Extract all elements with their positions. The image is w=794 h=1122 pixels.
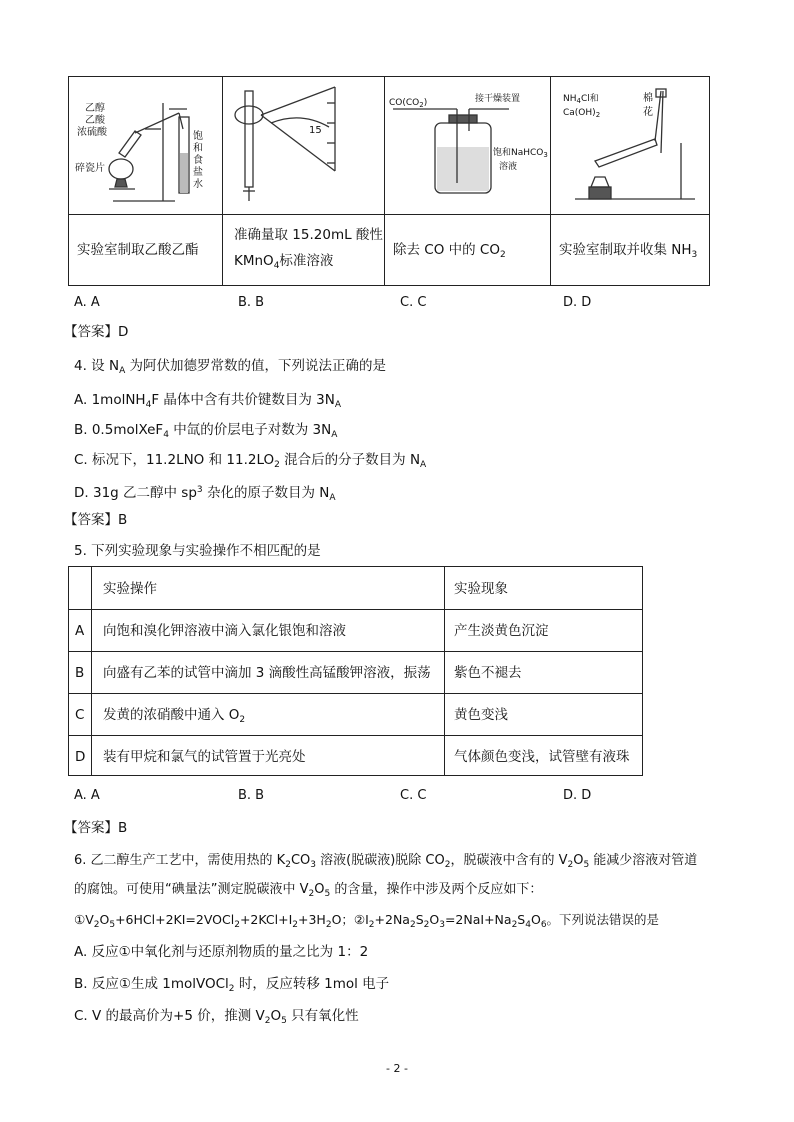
row-label: D (75, 749, 86, 765)
experiment-table-q3 (68, 76, 710, 286)
q4-option-a: A. 1molNH$_4$F 晶体中含有共价键数目为 $3N_A$ (74, 392, 342, 410)
svg-text:乙酸: 乙酸 (85, 115, 105, 126)
q5-option-b: B. B (238, 788, 265, 803)
svg-text:浓硫酸: 浓硫酸 (77, 127, 107, 138)
caption-c: 除去 CO 中的 $CO_2$ (393, 242, 506, 260)
svg-text:食: 食 (193, 155, 203, 166)
svg-text:盐: 盐 (193, 167, 203, 178)
q4-option-c: C. 标况下，11.2LNO 和 $11.2LO_2$ 混合后的分子数目为 $N_A$ (74, 452, 427, 470)
caption-d: 实验室制取并收集 $NH_3$ (559, 242, 698, 260)
svg-text:乙醇: 乙醇 (85, 103, 105, 114)
q5-option-a: A. A (74, 788, 100, 803)
row-result: 紫色不褪去 (454, 665, 522, 681)
q5-option-c: C. C (400, 788, 427, 803)
row-label: C (75, 707, 85, 723)
caption-b: 准确量取 15.20mL 酸性 KMnO$_4$标准溶液 (234, 227, 383, 271)
q5-answer: 【答案】B (64, 820, 128, 836)
caption-a: 实验室制取乙酸乙酯 (77, 242, 199, 258)
row-result: 黄色变浅 (454, 707, 508, 723)
ammonia-apparatus-figure (555, 83, 707, 207)
svg-text:溶液: 溶液 (499, 162, 518, 172)
q6-option-a: A. 反应①中氧化剂与还原剂物质的量之比为 1：2 (74, 944, 369, 960)
row-operation: 向盛有乙苯的试管中滴加 3 滴酸性高锰酸钾溶液，振荡 (103, 665, 431, 681)
q4-option-d: D. 31g 乙二醇中 $sp^3$ 杂化的原子数目为 $N_A$ (74, 485, 336, 503)
q6-stem-line2: 的腐蚀。可使用“碘量法”测定脱碳液中 $V_2O_5$ 的含量，操作中涉及两个反应如下： (74, 882, 543, 899)
q6-stem-line1: 6. 乙二醇生产工艺中，需使用热的 $K_2CO_3$ 溶液(脱碳液)脱除 $CO_2$，脱碳液中含有的 $V_2O_5$ 能减少溶液对管道 (74, 853, 698, 870)
row-result: 气体颜色变浅，试管壁有液珠 (454, 749, 630, 765)
q3-option-c: C. C (400, 295, 427, 310)
experiment-table-q5 (68, 566, 643, 776)
svg-text:花: 花 (643, 107, 653, 118)
svg-text:水: 水 (193, 179, 203, 190)
q5-option-d: D. D (563, 788, 592, 803)
row-result: 产生淡黄色沉淀 (454, 623, 549, 639)
header-phenomenon: 实验现象 (454, 581, 508, 597)
gas-washing-bottle-figure (389, 83, 547, 207)
svg-text:饱: 饱 (193, 131, 203, 142)
ester-apparatus-figure (75, 83, 215, 207)
q4-answer: 【答案】B (64, 512, 128, 528)
svg-text:棉: 棉 (643, 93, 653, 104)
page-number: - 2 - (386, 1062, 408, 1075)
q6-reactions: $①V_2O_5+6HCl+2KI=2VOCl_2+2KCl+I_2+3H_2O$；$②I_2+2Na_2S_2O_3=2NaI+Na_2S_4O_6$。下列说法错误的是 (74, 912, 660, 930)
row-operation: 向饱和溴化钾溶液中滴入氯化银饱和溶液 (103, 623, 346, 639)
row-label: A (75, 623, 85, 639)
q3-option-b: B. B (238, 295, 265, 310)
svg-text:CO(CO2): $CO(CO_2)$ (389, 98, 428, 109)
svg-text:饱和NaHCO3: 饱和NaHCO$_3$ (493, 148, 548, 159)
burette-figure (231, 83, 377, 207)
svg-text:碎瓷片: 碎瓷片 (75, 163, 105, 174)
q4-stem: 4. 设 $N_A$ 为阿伏加德罗常数的值，下列说法正确的是 (74, 358, 387, 376)
svg-text:接干燥装置: 接干燥装置 (475, 94, 521, 104)
q3-option-a: A. A (74, 295, 100, 310)
svg-text:Ca(OH)2: $Ca(OH)_2$ (563, 108, 601, 119)
q3-answer: 【答案】D (64, 324, 129, 340)
q5-stem: 5. 下列实验现象与实验操作不相匹配的是 (74, 543, 321, 559)
svg-text:15: 15 (309, 125, 322, 136)
svg-text:NH4Cl和: $NH_4Cl$和 (563, 94, 599, 105)
row-label: B (75, 665, 85, 681)
header-operation: 实验操作 (103, 581, 157, 597)
svg-text:和: 和 (193, 143, 203, 154)
row-operation: 装有甲烷和氯气的试管置于光亮处 (103, 749, 306, 765)
q3-option-d: D. D (563, 295, 592, 310)
q4-option-b: B. 0.5molXeF$_4$ 中氙的价层电子对数为 $3N_A$ (74, 422, 338, 440)
q6-option-b: B. 反应①生成 1molVOCl$_2$ 时，反应转移 1mol 电子 (74, 976, 390, 994)
row-operation: 发黄的浓硝酸中通入 $O_2$ (103, 707, 246, 725)
q6-option-c: C. V 的最高价为+5 价，推测 $V_2O_5$ 只有氧化性 (74, 1008, 359, 1026)
